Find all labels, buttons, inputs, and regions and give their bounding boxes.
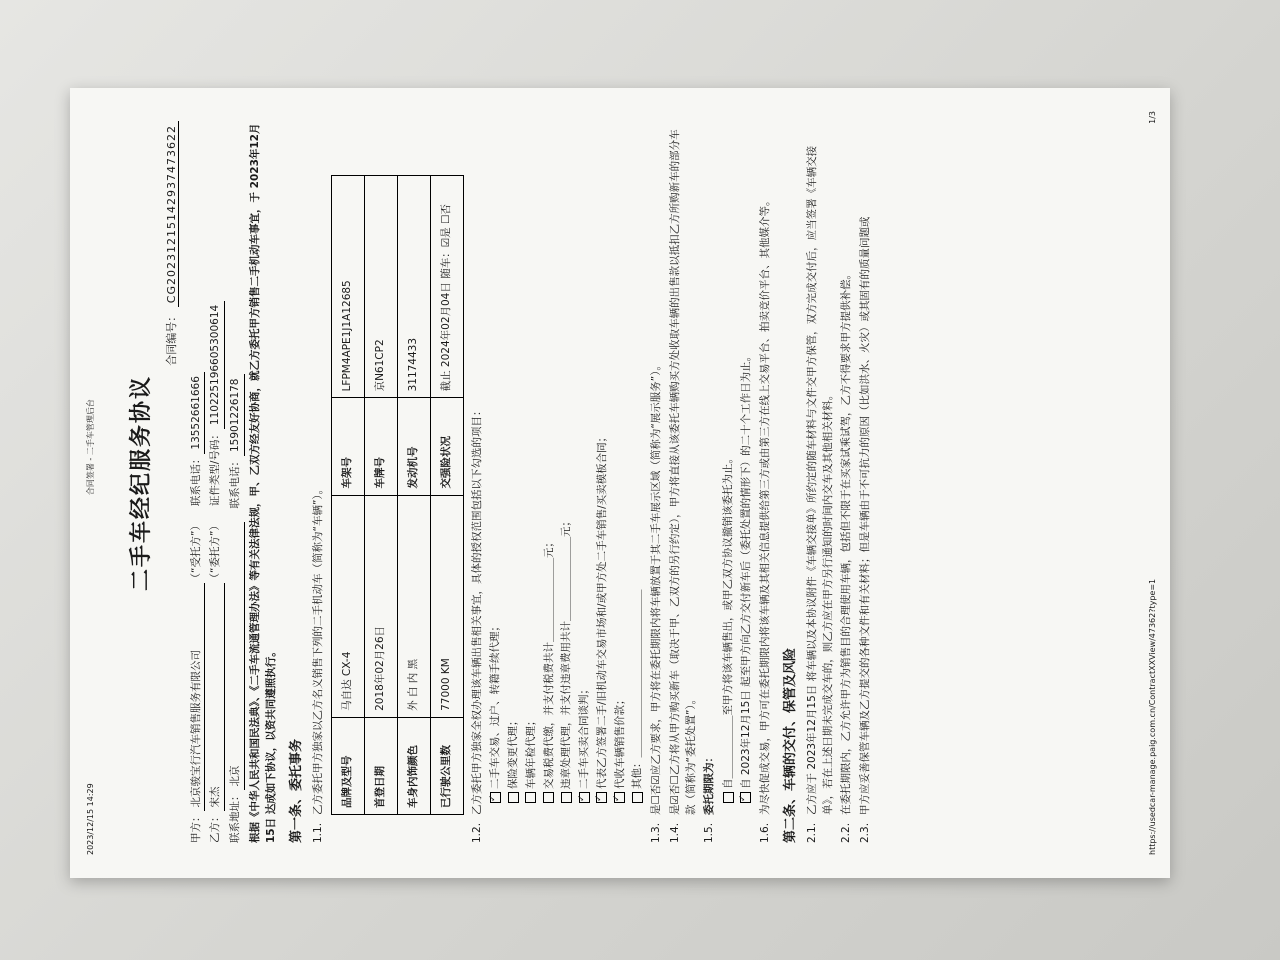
clause-1-5-title: 委托期限为：	[703, 752, 716, 815]
clause-1-6-text: 为尽快促成交易，甲方可在委托期限内将该车辆及其相关信息提供给第三方或由第三方在线上交易平台、拍卖竞价平台、其他媒介等。	[758, 195, 771, 815]
clause-1-6: 1.6. 为尽快促成交易，甲方可在委托期限内将该车辆及其相关信息提供给第三方或由第三方在线上交易平台、拍卖竞价平台、其他媒介等。	[758, 93, 774, 873]
authorization-option	[559, 93, 575, 873]
vehicle-info-table	[331, 175, 464, 815]
table-row	[397, 176, 430, 815]
table-cell: 已行驶公里数	[430, 717, 463, 814]
authorization-option	[542, 93, 558, 873]
authorization-option-text: 违章处理代理，并支付违章费用共计＿＿＿＿＿＿＿＿元；	[560, 516, 573, 789]
authorization-option-text: 保险变更代理；	[507, 715, 519, 789]
table-cell: 外 白 内 黑	[397, 495, 430, 717]
authorization-option	[613, 93, 629, 873]
authorization-option	[630, 93, 646, 873]
party-b-phone: 15901226178	[228, 375, 245, 457]
party-b-name: 宋杰	[208, 584, 225, 812]
table-cell: 2018年02月26日	[364, 495, 397, 717]
table-cell: LFPM4APE1J1A12685	[331, 176, 364, 398]
table-cell: 马自达 CX-4	[331, 495, 364, 717]
table-cell: 截止 2024年02月04日 随车：☑是 ☐否	[430, 176, 463, 398]
page-number: 1/3	[1148, 111, 1157, 124]
checkbox[interactable]	[490, 792, 501, 803]
clause-1-1: 1.1. 乙方委托甲方独家以乙方名义销售下列的二手机动车（简称为“车辆”）。	[311, 93, 327, 873]
checkbox[interactable]	[579, 792, 590, 803]
party-a-phone-label: 联系电话：	[189, 453, 202, 507]
clause-2-3-text: 甲方应妥善保管车辆及乙方提交的各种文件和有关材料；但是车辆由于不可抗力的原因（比如洪水、火灾）或其固有的质量问题或	[859, 216, 871, 815]
document-title: 二手车经纪服务协议	[129, 375, 154, 592]
authorization-option-text: 二手车买卖合同谈判；	[578, 684, 590, 789]
table-cell: 交强险状况	[430, 398, 463, 495]
table-row	[430, 176, 463, 815]
party-a-phone: 13552661666	[189, 372, 206, 454]
authorization-option-text: 交易税费代缴，并支付税费共计＿＿＿＿＿＿＿＿元；	[542, 537, 555, 789]
authorization-option	[577, 93, 593, 873]
clause-2-3: 2.3. 甲方应妥善保管车辆及乙方提交的各种文件和有关材料；但是车辆由于不可抗力的原因（比如洪水、火灾）或其固有的质量问题或	[858, 93, 874, 873]
checkbox[interactable]	[723, 792, 734, 803]
clause-2-2: 2.2. 在委托期限内，乙方允许甲方为销售目的合理使用车辆，包括但不限于在买家试乘试驾，乙方不得要求甲方提供补偿。	[839, 93, 855, 873]
clause-2-1-text: 乙方应于 2023年12月15日 将车辆以及本协议附件《车辆交接单》所约定的随车材料与文件交甲方保管，双方完成交付后，应当签署《车辆交接单》，若在上述日期未完成交车的，则乙方应在甲方另行通知的时间内交车及其他相关材料。	[805, 145, 834, 815]
checkbox[interactable]	[543, 792, 554, 803]
clause-1-4: 1.4. 是☑否☐乙方将从甲方购买新车（取决于甲、乙双方的另行约定），甲方将直接从该委托车辆购买方处收取车辆的出售款以抵扣乙方所购新车的部分车款（简称为“委托处置”）。	[668, 93, 700, 873]
contract-number-label: 合同编号：	[165, 310, 178, 366]
document-page	[75, 93, 1165, 873]
party-b-id-label: 证件类型/号码：	[209, 429, 222, 507]
checkbox[interactable]	[508, 792, 519, 803]
checkbox[interactable]	[525, 792, 536, 803]
authorization-option-text: 二手车交易、过户、转籍手续代理；	[489, 621, 502, 789]
page-header	[85, 93, 97, 873]
party-a-row	[189, 93, 206, 873]
table-row	[331, 176, 364, 815]
authorization-option-text: 代表乙方签署二手/旧机动车交易市场和/或甲方处二手车销售/买卖模板合同；	[595, 431, 608, 789]
clause-1-3-text: 是☐否☑应乙方要求，甲方将在委托期限内将车辆放置于其二手车展示区域（简称为“展示服务”）。	[650, 360, 662, 815]
authorization-option	[595, 93, 611, 873]
preamble: 根据《中华人民共和国民法典》、《二手车流通管理办法》等有关法律法规，甲、乙双方经友好协商，就乙方委托甲方销售二手机动车事宜，于 2023年12月15日 达成如下协议，以资共同遵照执行。	[248, 123, 277, 843]
party-b-phone-label: 联系电话：	[229, 456, 241, 509]
term-option-b-text: 自 2023年12月15日 起至甲方向乙方交付新车后（委托处置的情形下）的二十个工作日为止。	[739, 350, 752, 789]
clause-1-4-text: 是☑否☐乙方将从甲方购买新车（取决于甲、乙双方的另行约定），甲方将直接从该委托车辆购买方处收取车辆的出售款以抵扣乙方所购新车的部分车款（简称为“委托处置”）。	[668, 129, 697, 815]
section-1-title: 第一条、委托事务	[289, 738, 305, 843]
party-b-contact-row	[228, 93, 245, 873]
contract-number: CG20231215142937473622	[165, 121, 179, 307]
checkbox[interactable]	[561, 792, 572, 803]
authorization-option-text: 车辆年检代理；	[524, 715, 537, 789]
table-cell: 车牌号	[364, 398, 397, 495]
party-a-role: （“受托方”）	[189, 520, 202, 584]
table-cell: 品牌及型号	[331, 717, 364, 814]
checkbox[interactable]	[632, 792, 643, 803]
checkbox[interactable]	[596, 792, 607, 803]
term-option-a	[721, 93, 737, 873]
table-cell: 77000 KM	[430, 495, 463, 717]
print-source: 合同签署 - 二手车管理后台	[86, 399, 95, 496]
table-cell: 车身内饰颜色	[397, 717, 430, 814]
authorization-option-text: 代收车辆销售价款；	[613, 694, 626, 789]
party-b-row	[208, 93, 225, 873]
table-row	[364, 176, 397, 815]
clause-1-2: 1.2. 乙方委托甲方独家全权办理该车辆出售相关事宜，具体的授权范围包括以下勾选的项目：	[470, 93, 486, 873]
party-b-label: 乙方：	[209, 811, 222, 843]
term-option-b	[739, 93, 755, 873]
party-b-role: （“委托方”）	[209, 520, 222, 584]
authorization-option	[506, 93, 522, 873]
clause-1-2-text: 乙方委托甲方独家全权办理该车辆出售相关事宜，具体的授权范围包括以下勾选的项目：	[470, 405, 483, 815]
document-sheet	[70, 88, 1170, 878]
clause-2-2-text: 在委托期限内，乙方允许甲方为销售目的合理使用车辆，包括但不限于在买家试乘试驾，乙方不得要求甲方提供补偿。	[840, 269, 853, 815]
party-b-id: 110225196605300614	[208, 301, 225, 429]
authorization-options	[488, 93, 646, 873]
footer-url[interactable]: https://usedcar-manage.paig.com.cn/ContractXXView/47362?type=1	[1148, 578, 1157, 855]
party-a-name: 北京骏宝行汽车销售服务有限公司	[189, 584, 206, 812]
authorization-option-text: 其他：＿＿＿＿＿＿＿＿＿＿＿＿＿＿＿＿	[631, 589, 644, 789]
section-2-title: 第二条、车辆的交付、保管及风险	[783, 647, 799, 843]
checkbox[interactable]	[740, 792, 751, 803]
party-b-addr: 北京	[228, 523, 245, 791]
clause-1-3: 1.3. 是☐否☑应乙方要求，甲方将在委托期限内将车辆放置于其二手车展示区域（简称为“展示服务”）。	[649, 93, 665, 873]
table-cell: 发动机号	[397, 398, 430, 495]
clause-1-5: 1.5. 委托期限为：	[702, 93, 718, 873]
clause-1-1-text: 乙方委托甲方独家以乙方名义销售下列的二手机动车（简称为“车辆”）。	[311, 483, 324, 815]
contract-number-row	[164, 93, 181, 873]
authorization-option	[524, 93, 540, 873]
table-cell: 首登日期	[364, 717, 397, 814]
party-b-addr-label: 联系地址：	[229, 790, 241, 843]
checkbox[interactable]	[614, 792, 625, 803]
table-cell: 京N61CP2	[364, 176, 397, 398]
authorization-option	[488, 93, 504, 873]
party-a-label: 甲方：	[189, 811, 202, 843]
print-timestamp: 2023/12/15 14:29	[86, 783, 95, 855]
table-cell: 31174433	[397, 176, 430, 398]
clause-2-1: 2.1. 乙方应于 2023年12月15日 将车辆以及本协议附件《车辆交接单》所约定的随车材料与文件交甲方保管，双方完成交付后，应当签署《车辆交接单》，若在上述日期未完成交车的，则乙方应在甲方另行通知的时间内交车及其他相关材料。	[805, 93, 837, 873]
table-cell: 车架号	[331, 398, 364, 495]
page-footer	[1147, 111, 1159, 855]
term-option-a-text: 自＿＿＿＿＿＿至甲方将该车辆售出，或甲乙双方协议撤销该委托为止。	[722, 453, 734, 789]
